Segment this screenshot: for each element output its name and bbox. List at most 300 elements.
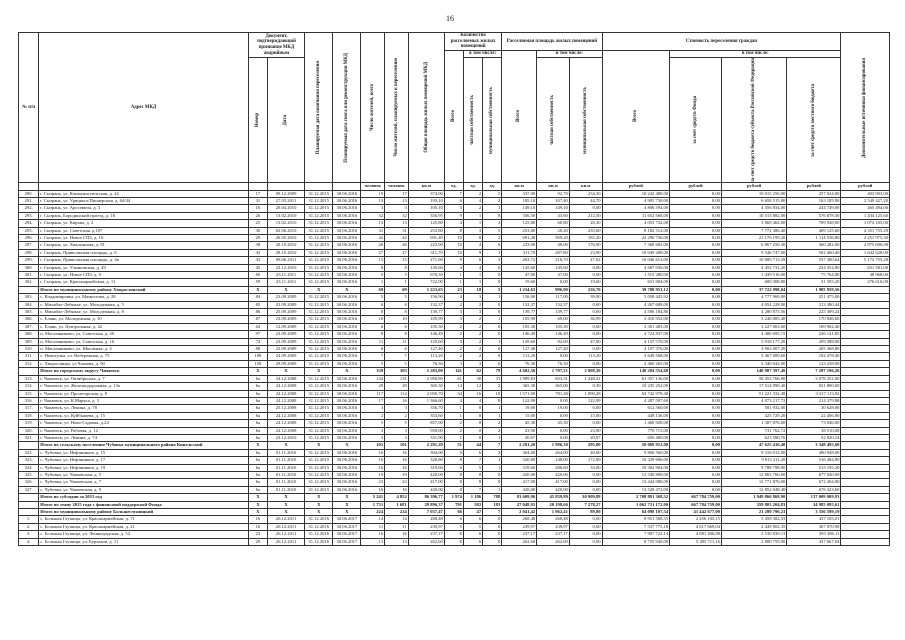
table-cell: 0,00	[670, 227, 722, 234]
table-cell: 1	[361, 279, 385, 286]
table-cell: 1 571,00	[502, 390, 537, 397]
table-cell: 24.12.2008	[267, 412, 304, 419]
table-cell: 20,07	[502, 434, 537, 441]
table-cell: 359 803 204,83	[721, 501, 786, 508]
table-cell: 30.06.2016	[333, 227, 361, 234]
table-cell: 2	[463, 190, 482, 197]
table-row	[19, 227, 890, 234]
table-cell: 1	[483, 464, 502, 471]
table-cell	[841, 353, 890, 360]
table-cell: 1 985 959,56	[787, 286, 841, 293]
table-cell: 6а	[248, 390, 267, 397]
table-cell: 31.12.2015	[305, 264, 333, 271]
table-cell: 0,00	[569, 346, 602, 353]
table-cell: 3	[463, 309, 482, 316]
table-cell: 360 282,00	[787, 242, 841, 249]
table-cell: 16	[385, 464, 409, 471]
table-cell: 30.06.2016	[333, 434, 361, 441]
unit-cell: кв.м	[502, 183, 537, 190]
table-cell: 6а	[248, 449, 267, 456]
table-cell: 5	[385, 272, 409, 279]
table-cell: 6	[444, 538, 463, 545]
table-cell: 0	[483, 346, 502, 353]
table-cell: 1 460 928,00	[602, 420, 670, 427]
table-cell: 27	[361, 249, 385, 256]
table-cell: 216,70	[537, 257, 570, 264]
subtotal-row	[19, 368, 890, 375]
table-cell: 26	[361, 242, 385, 249]
table-cell: X	[333, 442, 361, 449]
address-cell: с. Новотулка, ул. Набережная, д. 75	[39, 353, 249, 360]
unit-cell	[248, 183, 267, 190]
table-cell: 0,00	[670, 309, 722, 316]
table-cell: 8	[385, 309, 409, 316]
table-cell: 11 652 568,00	[602, 212, 670, 219]
table-cell	[841, 316, 890, 323]
table-cell: 107,40	[537, 197, 570, 204]
table-cell: 24.12.2008	[267, 375, 304, 382]
table-cell: 9 546 747,60	[721, 249, 786, 256]
row-number-cell: 321.	[19, 434, 39, 441]
table-cell: 26	[385, 242, 409, 249]
table-cell: 0,00	[670, 272, 722, 279]
table-cell: 30.06.2016	[333, 338, 361, 345]
table-cell: 437 105,01	[787, 516, 841, 523]
table-cell: 30.06.2016	[333, 279, 361, 286]
table-cell: 24.12.2008	[267, 383, 304, 390]
table-row	[19, 523, 890, 530]
table-cell: 146,49	[502, 331, 537, 338]
table-cell: 3 356 599,19	[787, 509, 841, 516]
table-cell: 425 729,20	[721, 412, 786, 419]
table-cell: 234 354,80	[787, 264, 841, 271]
table-cell: 2 460 265,00	[602, 360, 670, 367]
address-cell: с. Чубовка, ул. Нефтяников, д. 17	[39, 457, 249, 464]
table-cell: 3	[444, 360, 463, 367]
table-cell: 23.12.2010	[267, 434, 304, 441]
table-row	[19, 464, 890, 471]
table-cell: 31.12.2015	[305, 197, 333, 204]
table-cell: 145,60	[502, 264, 537, 271]
table-cell: 13 540 800,00	[602, 471, 670, 478]
header-doc-date: Дата	[283, 114, 289, 126]
table-cell: 7	[483, 442, 502, 449]
table-cell: 1 962,41	[537, 509, 570, 516]
table-cell: 33	[248, 257, 267, 264]
row-number-cell: 306.	[19, 316, 39, 323]
row-number-cell: 2.	[19, 523, 39, 530]
table-cell: 337,00	[502, 190, 537, 197]
table-cell: 01.11.2010	[267, 479, 304, 486]
table-cell: 5	[361, 272, 385, 279]
table-cell: 3	[385, 405, 409, 412]
table-cell: 31.12.2015	[305, 457, 333, 464]
table-cell: 3	[385, 427, 409, 434]
table-cell: 122,99	[502, 397, 537, 404]
table-cell: 5 241	[361, 494, 385, 501]
table-cell: 8	[483, 212, 502, 219]
table-cell: 31.12.2015	[305, 353, 333, 360]
table-row	[19, 301, 890, 308]
table-cell: 30.06.2016	[333, 197, 361, 204]
address-cell: с. Большая Глушица, ул. Бурлаков, д. 11	[39, 538, 249, 545]
table-cell: 23,90	[569, 427, 602, 434]
table-cell: 24.12.2008	[267, 427, 304, 434]
address-cell: с. Большая Глушица, ул. Красноармейская, д. 21	[39, 523, 249, 530]
table-cell: 44,70	[569, 197, 602, 204]
table-cell: 75 764,00	[787, 272, 841, 279]
table-cell	[841, 397, 890, 404]
table-cell: 224	[361, 509, 385, 516]
table-cell: 0,00	[670, 294, 722, 301]
table-cell: 0,00	[670, 264, 722, 271]
table-cell: 2 456 103,15	[670, 516, 722, 523]
table-cell: 47,02	[569, 257, 602, 264]
table-cell: 29	[248, 538, 267, 545]
address-cell: с. Чубовка, ул. Чапаевская, д. 7	[39, 479, 249, 486]
table-cell: 2 251 975,30	[841, 234, 890, 241]
table-cell: 2	[463, 301, 482, 308]
table-cell: 417,00	[537, 479, 570, 486]
table-cell: 262,60	[502, 538, 537, 545]
table-cell: 417,00	[408, 479, 444, 486]
table-cell: 223,90	[408, 242, 444, 249]
table-cell: 16	[385, 397, 409, 404]
address-cell: г. Сызрань, Приволжская площадь, д. 6	[39, 249, 249, 256]
table-cell: 12 852 048,40	[721, 486, 786, 493]
table-cell: 2	[444, 353, 463, 360]
table-cell: 1 387 876,00	[721, 420, 786, 427]
row-number-cell: 296.	[19, 234, 39, 241]
address-cell: г. Чапаевск, ул. Ленина, д. 78	[39, 405, 249, 412]
address-cell: г. Чапаевск, ул. Ленина, д. 74	[39, 434, 249, 441]
table-cell	[841, 323, 890, 330]
table-cell: 268,48	[537, 516, 570, 523]
table-cell: 79	[483, 368, 502, 375]
table-cell: 6а	[248, 486, 267, 493]
table-cell: 156,90	[408, 294, 444, 301]
address-cell: с. Большая Глушица, ул. Красноармейская, д. 71	[39, 516, 249, 523]
table-cell: 9 813 211,20	[721, 457, 786, 464]
header-area-municipal: муниципальная собственность	[582, 86, 588, 154]
table-cell: 2	[361, 412, 385, 419]
unit-cell	[39, 183, 249, 190]
table-cell: 2	[463, 346, 482, 353]
table-cell: 13	[361, 538, 385, 545]
table-cell: 12 863 760,00	[721, 471, 786, 478]
address-cell: Итого по городскому округу Чапаевск	[39, 368, 249, 375]
table-row	[19, 383, 890, 390]
header-cost-group: Стоимость переселения граждан	[602, 33, 841, 51]
table-cell: 251 475,00	[787, 294, 841, 301]
table-cell: 86 396,77	[408, 494, 444, 501]
table-cell: 209 388,00	[787, 338, 841, 345]
table-cell: 23	[385, 479, 409, 486]
table-cell: 0,00	[670, 346, 722, 353]
table-cell: 0,00	[670, 242, 722, 249]
table-cell: 48,00	[537, 242, 570, 249]
table-cell: 420,00	[408, 486, 444, 493]
table-cell: 30.06.2016	[333, 486, 361, 493]
table-cell: 32	[385, 212, 409, 219]
table-cell: 0,00	[670, 449, 722, 456]
table-cell	[841, 294, 890, 301]
table-cell: 557 300,64	[787, 257, 841, 264]
subtotal-row	[19, 286, 890, 293]
table-cell: 31.12.2015	[305, 190, 333, 197]
table-cell: 13	[385, 220, 409, 227]
table-cell: 31.12.2015	[305, 486, 333, 493]
table-cell: 31.12.2015	[305, 227, 333, 234]
table-cell: 656 400,00	[602, 434, 670, 441]
table-cell: 6	[463, 449, 482, 456]
table-cell: 42	[385, 234, 409, 241]
table-cell: 5	[463, 464, 482, 471]
address-cell: с. Михайло-Лебяжье, ул. Молодежная, д. 8	[39, 309, 249, 316]
table-cell: 2	[483, 234, 502, 241]
table-row	[19, 516, 890, 523]
table-cell: 8	[361, 264, 385, 271]
table-cell: 791	[444, 501, 463, 508]
table-cell: 30.06.2016	[333, 427, 361, 434]
table-cell: 0	[463, 427, 482, 434]
table-cell: 6	[361, 346, 385, 353]
table-cell: 2 340 042,00	[721, 360, 786, 367]
table-cell: 1	[444, 412, 463, 419]
row-number-cell: 311.	[19, 353, 39, 360]
table-cell: 31.12.2015	[305, 360, 333, 367]
table-cell: 0	[483, 323, 502, 330]
table-cell: 239,97	[502, 523, 537, 530]
table-cell: 4 267 608,00	[602, 301, 670, 308]
table-cell: 30.06.2017	[333, 531, 361, 538]
table-cell: 10	[361, 316, 385, 323]
table-cell: 27	[385, 249, 409, 256]
table-cell: 23,90	[569, 249, 602, 256]
table-cell	[841, 405, 890, 412]
table-cell: 4 981 496,88	[670, 531, 722, 538]
table-cell: 30.06.2016	[333, 257, 361, 264]
table-cell: 1 114 536,80	[787, 234, 841, 241]
table-cell: 170 846,60	[787, 316, 841, 323]
table-cell: 600 308,80	[721, 279, 786, 286]
table-cell: 417,00	[502, 479, 537, 486]
table-cell: 6а	[248, 434, 267, 441]
table-cell: 3	[463, 294, 482, 301]
table-cell: 193,10	[408, 197, 444, 204]
table-cell: 51	[444, 442, 463, 449]
table-cell: X	[248, 494, 267, 501]
table-cell: 31	[248, 197, 267, 204]
table-cell: 8	[444, 479, 463, 486]
table-cell: 5 172 755,28	[841, 257, 890, 264]
table-cell: 731 762,72	[721, 427, 786, 434]
table-cell: 0	[483, 397, 502, 404]
table-cell: 13	[361, 220, 385, 227]
table-cell: 6	[385, 301, 409, 308]
table-cell: 788	[483, 494, 502, 501]
table-cell: 48 968,00	[841, 272, 890, 279]
table-cell: 223,90	[502, 242, 537, 249]
table-cell: 31.12.2015	[305, 272, 333, 279]
table-cell: 631 904,00	[602, 279, 670, 286]
row-number-cell: 319.	[19, 420, 39, 427]
table-cell: 60	[248, 272, 267, 279]
table-cell: 6а	[248, 397, 267, 404]
table-cell: 141	[444, 368, 463, 375]
table-cell: 276 616,00	[841, 279, 890, 286]
table-cell: 3 467 089,60	[721, 353, 786, 360]
table-cell: 30.06.2016	[333, 420, 361, 427]
table-cell: 365,30	[408, 383, 444, 390]
header-area-private: частная собственность	[550, 95, 556, 145]
table-cell: 21 280 796,23	[721, 509, 786, 516]
table-cell: 30.06.2016	[333, 397, 361, 404]
table-row	[19, 486, 890, 493]
table-cell: 27 048,93	[502, 501, 537, 508]
table-cell: 3	[483, 220, 502, 227]
table-cell: 0,00	[537, 353, 570, 360]
table-row	[19, 353, 890, 360]
table-row	[19, 279, 890, 286]
table-cell	[841, 516, 890, 523]
table-cell: 365,00	[537, 383, 570, 390]
table-cell: 0,30	[569, 383, 602, 390]
table-cell: 117,00	[537, 294, 570, 301]
table-cell: 123 238,00	[787, 360, 841, 367]
table-cell: 367 070,98	[787, 523, 841, 530]
table-cell: 6	[361, 301, 385, 308]
table-cell: 1 366,60	[408, 397, 444, 404]
address-cell: с. Чубовка, ул. Нефтяников, д. 15	[39, 449, 249, 456]
table-cell: 10 049 208,00	[602, 249, 670, 256]
table-cell: 76,30	[502, 360, 537, 367]
table-row	[19, 309, 890, 316]
units-row	[19, 183, 890, 190]
table-cell: 9	[463, 249, 482, 256]
table-cell: 105,30	[537, 323, 570, 330]
table-cell: 132,37	[502, 301, 537, 308]
table-cell: 676 423,60	[787, 486, 841, 493]
table-cell: 15,00	[569, 412, 602, 419]
table-cell: 19	[385, 471, 409, 478]
table-cell: 114	[385, 390, 409, 397]
table-cell: 1 234,63	[502, 286, 537, 293]
table-cell: 0,00	[569, 331, 602, 338]
table-cell: 0,00	[537, 397, 570, 404]
table-cell: 24.12.2008	[267, 390, 304, 397]
table-row	[19, 538, 890, 545]
table-cell: 19,60	[569, 279, 602, 286]
table-cell: 31	[483, 375, 502, 382]
table-cell: 0,00	[670, 420, 722, 427]
table-cell: 356,50	[502, 212, 537, 219]
table-cell: 3	[361, 205, 385, 212]
table-cell: 3 246 085,40	[721, 316, 786, 323]
table-cell: 1 090,28	[569, 390, 602, 397]
table-cell: 169 962,40	[787, 323, 841, 330]
table-row	[19, 220, 890, 227]
header-plan-end: Планируемая дата окончания переселения	[315, 60, 321, 155]
table-cell: 0	[483, 531, 502, 538]
table-cell: 205 368,80	[787, 346, 841, 353]
table-cell: 20 198,66	[537, 501, 570, 508]
table-cell: 0,00	[670, 316, 722, 323]
table-cell: 320,80	[502, 457, 537, 464]
table-cell: 31.12.2015	[305, 390, 333, 397]
header-rooms-total: Всего	[451, 110, 457, 123]
table-cell: 0	[463, 420, 482, 427]
table-cell: 64 098 107,54	[602, 509, 670, 516]
table-cell: 127,40	[537, 346, 570, 353]
table-row	[19, 294, 890, 301]
address-cell: с. Елань, ул. Центральная, д. 42	[39, 323, 249, 330]
table-cell: 0,00	[569, 309, 602, 316]
table-cell: 117	[361, 390, 385, 397]
table-cell	[841, 383, 890, 390]
table-cell: 0,00	[670, 442, 722, 449]
table-cell: 149,10	[537, 205, 570, 212]
table-cell: 43,60	[537, 212, 570, 219]
table-cell: 16	[463, 390, 482, 397]
table-cell: 9 316 012,00	[721, 449, 786, 456]
table-cell: 7 537 775,18	[602, 523, 670, 530]
table-cell: 2	[463, 353, 482, 360]
header-cost-fund: за счет средств Фонда	[692, 96, 698, 144]
table-cell: 0,00	[670, 383, 722, 390]
table-cell: 30.06.2016	[333, 346, 361, 353]
table-cell: 1 434 125,60	[841, 212, 890, 219]
table-cell: 34 985 095,61	[787, 501, 841, 508]
header-rooms-group: Количество расселяемых жилых помещений	[444, 33, 501, 51]
table-cell: 0,00	[670, 464, 722, 471]
table-cell: 3 078 252,00	[787, 375, 841, 382]
table-cell: 0,00	[670, 434, 722, 441]
table-cell: 1	[444, 272, 463, 279]
table-cell: 651 581,00	[841, 264, 890, 271]
table-cell: 3 416 932,00	[602, 316, 670, 323]
table-cell: 30.06.2016	[333, 205, 361, 212]
table-cell: 10 329 696,00	[602, 457, 670, 464]
table-cell: 3	[361, 434, 385, 441]
table-cell: 30.06.2016	[333, 212, 361, 219]
table-cell: 2	[483, 197, 502, 204]
table-cell: 7	[463, 457, 482, 464]
table-cell: 23	[248, 531, 267, 538]
table-cell: 132,37	[537, 301, 570, 308]
table-cell: 420,00	[502, 471, 537, 478]
header-total-area: Общая площадь жилых помещений МКД	[423, 62, 429, 153]
table-cell: 14	[385, 516, 409, 523]
table-cell: X	[305, 509, 333, 516]
table-cell	[841, 479, 890, 486]
unit-cell: рублей	[721, 183, 786, 190]
table-cell: 16	[385, 486, 409, 493]
address-cell: г. Сызрань, ул. Кирова, д. 2	[39, 220, 249, 227]
table-cell: 30.06.2016	[333, 412, 361, 419]
table-cell: 6а	[248, 471, 267, 478]
table-cell	[841, 338, 890, 345]
table-cell: 286,60	[537, 464, 570, 471]
table-cell: 101	[385, 442, 409, 449]
table-cell: 30.06.2016	[333, 220, 361, 227]
table-cell: 29.09.2009	[267, 360, 304, 367]
table-cell: 15	[361, 257, 385, 264]
table-cell: 6	[463, 516, 482, 523]
table-cell: 17	[385, 190, 409, 197]
table-cell: 0,00	[537, 412, 570, 419]
header-doc-number: Номер	[255, 113, 261, 128]
